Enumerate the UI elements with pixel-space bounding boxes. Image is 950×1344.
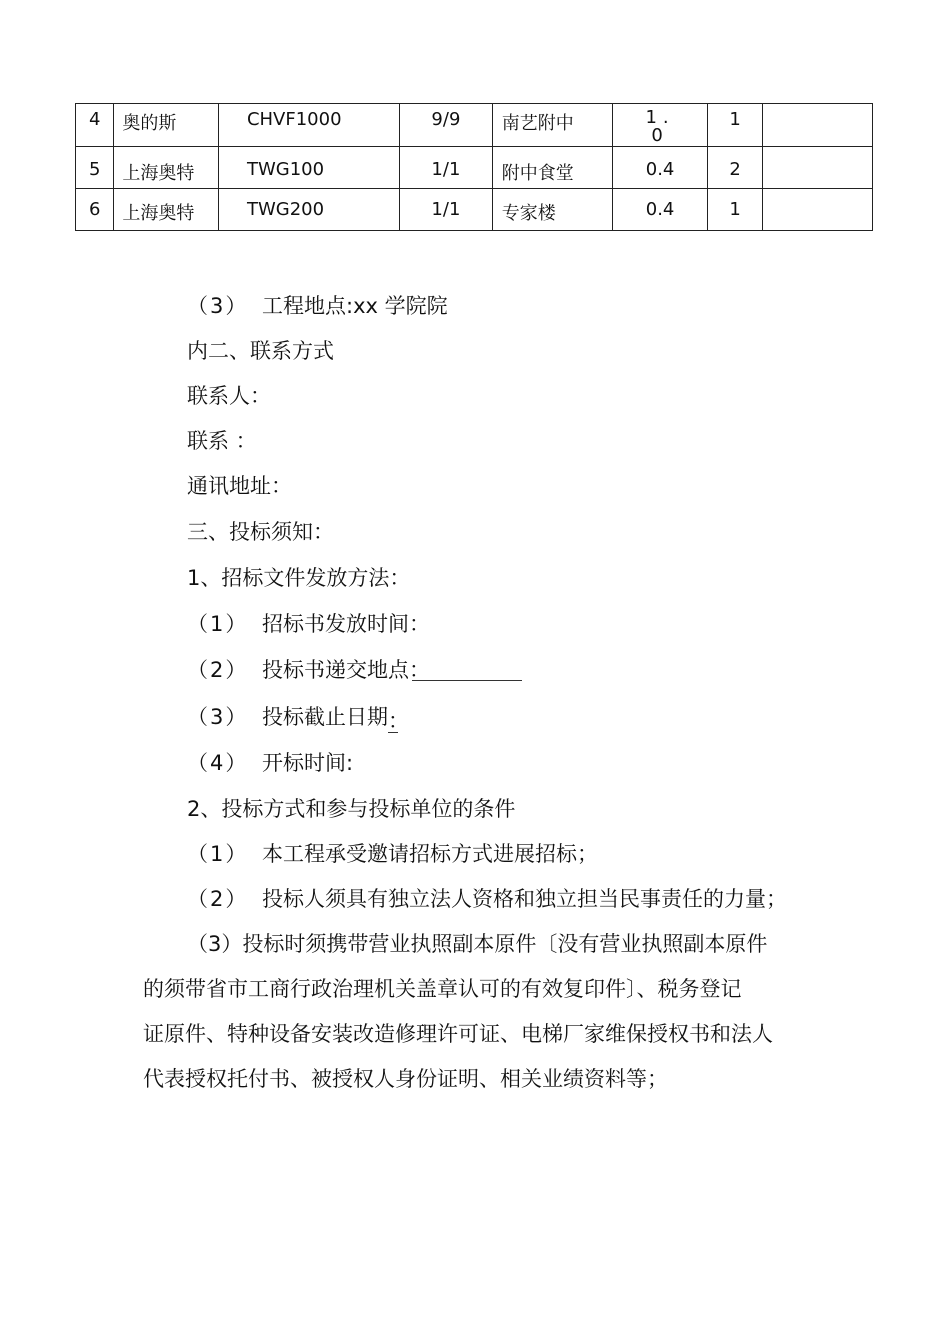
brand: 上海奥特 (122, 163, 195, 184)
item-number: （2） (187, 658, 249, 682)
conditions-heading: 2、投标方式和参与投标单位的条件 (187, 797, 516, 821)
quantity: 1 (729, 109, 741, 130)
condition-text: 投标人须具有独立法人资格和独立担当民事责任的力量； (262, 887, 787, 911)
item-number: （1） (187, 612, 249, 636)
item-number: （4） (187, 751, 249, 775)
condition-3-line-1: （3）投标时须携带营业执照副本原件〔没有营业执照副本原件 (187, 932, 768, 956)
speed: 1.0 (645, 107, 675, 146)
floors: 1/1 (431, 199, 461, 220)
item-label: 投标截止日期 (262, 705, 388, 729)
contact-person: 联系人： (187, 384, 271, 408)
item-label: 开标时间: (262, 751, 354, 775)
condition-1 (187, 838, 598, 868)
row-number: 5 (88, 159, 101, 180)
item-number: （2） (187, 887, 249, 911)
floors: 9/9 (431, 109, 461, 130)
quantity: 2 (729, 159, 741, 180)
model: TWG100 (246, 159, 325, 180)
condition-3-line-4: 代表授权托付书、被授权人身份证明、相关业绩资料等； (143, 1067, 668, 1091)
bidding-notice-heading: 三、投标须知： (187, 520, 334, 544)
note (763, 189, 872, 194)
condition-3-line-2: 的须带省市工商行政治理机关盖章认可的有效复印件〕、税务登记 (143, 977, 742, 1001)
project-site: 工程地点:xx 学院院 (262, 294, 448, 318)
contact-phone: 联系 ： (187, 429, 257, 453)
item-submit-place (187, 654, 522, 684)
item-label: 招标书发放时间： (262, 612, 430, 636)
fill-in-blank: ： (388, 709, 409, 733)
table-row (76, 147, 873, 189)
quantity: 1 (729, 199, 741, 220)
item-issue-time (187, 608, 430, 638)
distribution-heading: 1、招标文件发放方法： (187, 566, 411, 590)
note (763, 104, 872, 109)
condition-3-line-3: 证原件、特种设备安装改造修理许可证、电梯厂家维保授权书和法人 (143, 1022, 773, 1046)
project-site-line (187, 290, 448, 320)
brand: 上海奥特 (122, 203, 195, 224)
model: CHVF1000 (246, 109, 342, 130)
table-row (76, 104, 873, 147)
elevator-table (75, 103, 873, 231)
fill-in-blank (412, 658, 522, 681)
model: TWG200 (246, 199, 325, 220)
condition-text: 本工程承受邀请招标方式进展招标； (262, 842, 598, 866)
item-label: 投标书递交地点： (262, 658, 430, 682)
location: 专家楼 (501, 203, 556, 224)
table-row (76, 189, 873, 231)
item-number: （3） (187, 294, 249, 318)
item-number: （3） (187, 705, 249, 729)
row-number: 4 (88, 109, 101, 130)
note (763, 147, 872, 152)
contact-heading: 内二、联系方式 (187, 339, 334, 363)
item-number: （1） (187, 842, 249, 866)
location: 南艺附中 (501, 113, 574, 134)
condition-2 (187, 883, 787, 913)
row-number: 6 (88, 199, 101, 220)
location: 附中食堂 (501, 163, 574, 184)
brand: 奥的斯 (122, 113, 177, 134)
mailing-address: 通讯地址： (187, 474, 292, 498)
floors: 1/1 (431, 159, 461, 180)
speed: 0.4 (645, 159, 675, 180)
speed: 0.4 (645, 199, 675, 220)
item-opening-time (187, 747, 353, 777)
item-deadline (187, 701, 409, 733)
